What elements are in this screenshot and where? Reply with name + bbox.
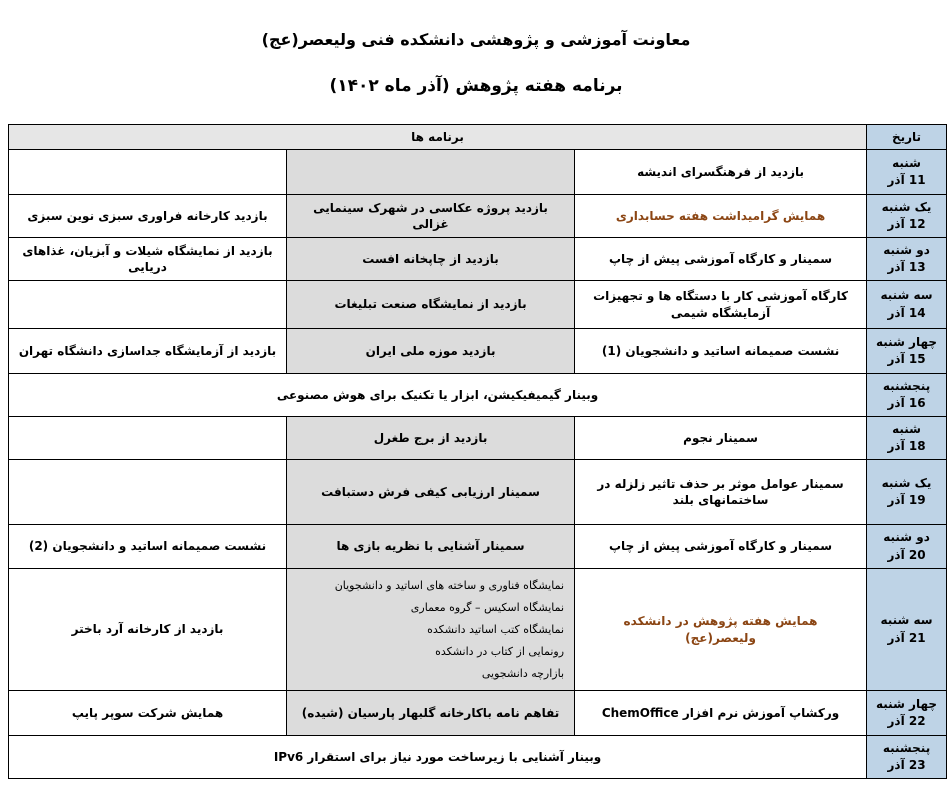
- schedule-table: [8, 124, 947, 779]
- program-cell: سمینار ارزیابی کیفی فرش دستبافت: [287, 460, 575, 525]
- program-cell: سمینار و کارگاه آموزشی پیش از چاپ: [575, 525, 867, 569]
- table-row: [9, 150, 947, 195]
- table-row: [9, 736, 947, 779]
- program-cell: بازدید از نمایشگاه صنعت تبلیغات: [287, 281, 575, 329]
- date-cell: دو شنبه 20 آذر: [867, 525, 947, 569]
- table-row: [9, 374, 947, 417]
- table-row: [9, 329, 947, 374]
- program-cell: همایش گرامیداشت هفته حسابداری: [575, 195, 867, 238]
- program-cell: همایش هفته پژوهش در دانشکده ولیعصر(عج): [575, 569, 867, 691]
- list-item: بازارچه دانشجویی: [481, 666, 565, 680]
- page-subtitle: برنامه هفته پژوهش (آذر ماه ۱۴۰۲): [329, 76, 623, 96]
- table-row: [9, 238, 947, 281]
- table-header-row: [9, 125, 947, 150]
- list-item: نمایشگاه فناوری و ساخته های اساتید و دانشجویان: [334, 578, 565, 592]
- date-cell: شنبه 11 آذر: [867, 150, 947, 195]
- table-row: [9, 281, 947, 329]
- program-cell: بازدید از کارخانه آرد باختر: [9, 569, 287, 691]
- table-row: [9, 195, 947, 238]
- program-cell-wide: وبینار گیمیفیکیشن، ابزار یا تکنیک برای هوش مصنوعی: [9, 374, 867, 417]
- program-cell: نشست صمیمانه اساتید و دانشجویان (2): [9, 525, 287, 569]
- program-cell: [9, 417, 287, 460]
- date-cell: پنجشنبه 23 آذر: [867, 736, 947, 779]
- table-row: [9, 525, 947, 569]
- program-cell: تفاهم نامه باکارخانه گلبهار پارسیان (شیده): [287, 691, 575, 736]
- table-row: [9, 460, 947, 525]
- program-cell-wide: وبینار آشنایی با زیرساخت مورد نیاز برای استقرار IPv6: [9, 736, 867, 779]
- program-cell: بازدید پروژه عکاسی در شهرک سینمایی غزالی: [287, 195, 575, 238]
- header-date: تاریخ: [867, 125, 947, 150]
- program-cell: همایش شرکت سوپر پایپ: [9, 691, 287, 736]
- program-cell: بازدید از نمایشگاه شیلات و آبزیان، غذاهای دریایی: [9, 238, 287, 281]
- program-cell: بازدید از چاپخانه افست: [287, 238, 575, 281]
- table-row: [9, 569, 947, 691]
- program-cell: [9, 460, 287, 525]
- date-cell: سه شنبه 14 آذر: [867, 281, 947, 329]
- table-row: [9, 691, 947, 736]
- date-cell: چهار شنبه 15 آذر: [867, 329, 947, 374]
- program-cell: سمینار عوامل موثر بر حذف تاثیر زلزله در ساختمانهای بلند: [575, 460, 867, 525]
- program-list-cell: [287, 569, 575, 691]
- program-cell: [9, 150, 287, 195]
- program-cell: بازدید از آزمایشگاه جداسازی دانشگاه تهران: [9, 329, 287, 374]
- date-cell: دو شنبه 13 آذر: [867, 238, 947, 281]
- program-cell: ورکشاپ آموزش نرم افزار ChemOffice: [575, 691, 867, 736]
- list-item: نمایشگاه اسکیس – گروه معماری: [410, 600, 565, 614]
- program-cell: [287, 150, 575, 195]
- page-title: معاونت آموزشی و پژوهشی دانشکده فنی ولیعصر(عج): [261, 30, 691, 49]
- header-programs: برنامه ها: [9, 125, 867, 150]
- program-cell: سمینار نجوم: [575, 417, 867, 460]
- program-cell: نشست صمیمانه اساتید و دانشجویان (1): [575, 329, 867, 374]
- list-item: رونمایی از کتاب در دانشکده: [435, 644, 565, 658]
- program-cell: سمینار و کارگاه آموزشی پیش از چاپ: [575, 238, 867, 281]
- date-cell: پنجشنبه 16 آذر: [867, 374, 947, 417]
- program-cell: بازدید از فرهنگسرای اندیشه: [575, 150, 867, 195]
- program-cell: [9, 281, 287, 329]
- program-cell: بازدید موزه ملی ایران: [287, 329, 575, 374]
- date-cell: یک شنبه 19 آذر: [867, 460, 947, 525]
- program-cell: بازدید کارخانه فراوری سبزی نوین سبزی: [9, 195, 287, 238]
- program-cell: بازدید از برج طغرل: [287, 417, 575, 460]
- date-cell: چهار شنبه 22 آذر: [867, 691, 947, 736]
- date-cell: یک شنبه 12 آذر: [867, 195, 947, 238]
- table-row: [9, 417, 947, 460]
- program-cell: کارگاه آموزشی کار با دستگاه ها و تجهیزات آزمایشگاه شیمی: [575, 281, 867, 329]
- program-cell: سمینار آشنایی با نظریه بازی ها: [287, 525, 575, 569]
- date-cell: شنبه 18 آذر: [867, 417, 947, 460]
- list-item: نمایشگاه کتب اساتید دانشکده: [427, 622, 565, 636]
- date-cell: سه شنبه 21 آذر: [867, 569, 947, 691]
